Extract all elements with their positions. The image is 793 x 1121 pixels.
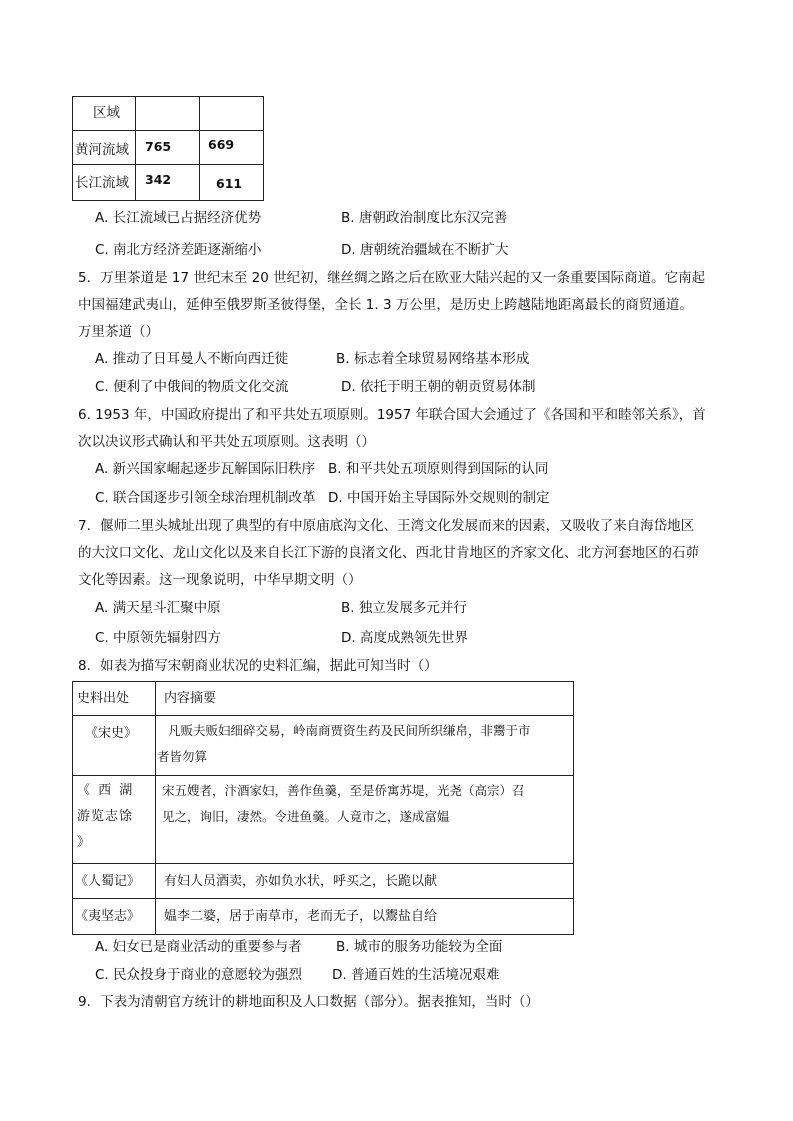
empty-header-cell-2 [200, 97, 264, 131]
content-cell: 有妇人员酒卖，亦如负水状，呼买之，长跪以献 [164, 874, 438, 889]
q7-option-d: D. 高度成熟领先世界 [341, 630, 468, 646]
q5-option-b: B. 标志着全球贸易网络基本形成 [336, 351, 530, 367]
table-header-row [73, 682, 574, 716]
region-name: 长江流域 [75, 175, 129, 191]
q7-stem-line3: 文化等因素。这一现象说明，中华早期文明（） [78, 572, 362, 588]
q7-option-a: A. 满天星斗汇聚中原 [95, 600, 221, 616]
q6-stem-line2: 次以决议形式确认和平共处五项原则。这表明（） [78, 434, 375, 450]
q9-stem: 9．下表为清朝官方统计的耕地面积及人口数据（部分）。据表推知，当时（） [78, 994, 539, 1010]
source-line: 《 西 湖 [77, 783, 135, 798]
q6-option-c: C. 联合国逐步引领全球治理机制改革 [95, 490, 316, 506]
q8-option-d: D. 普通百姓的生活境况艰难 [332, 967, 500, 983]
column-header-content: 内容摘要 [164, 691, 217, 706]
table-row [73, 899, 574, 935]
q5-option-d: D. 依托于明王朝的朝贡贸易体制 [341, 379, 536, 395]
song-commerce-table [72, 681, 574, 935]
q6-stem-line1: 6. 1953 年，中国政府提出了和平共处五项原则。1957 年联合国大会通过了《各国和平和睦邻关系》，首 [78, 407, 706, 423]
q4-option-a: A. 长江流域已占据经济优势 [95, 210, 262, 226]
content-line: 宋五嫂者，汴酒家妇，善作鱼羹，至是侨寓苏堤，光尧（高宗）召 [162, 783, 525, 798]
table-cell: 765 [145, 139, 172, 154]
source-cell: 《夷坚志》 [75, 909, 141, 924]
q8-stem: 8．如表为描写宋朝商业状况的史料汇编，据此可知当时（） [78, 658, 438, 674]
q8-option-b: B. 城市的服务功能较为全面 [336, 939, 503, 955]
q6-option-b: B. 和平共处五项原则得到国际的认同 [328, 461, 549, 477]
q7-option-c: C. 中原领先辐射四方 [95, 630, 222, 646]
q7-stem-line2: 的大汶口文化、龙山文化以及来自长江下游的良渚文化、西北甘肯地区的齐家文化、北方河套地区的石茆 [78, 545, 699, 561]
q5-stem-line2: 中国福建武夷山，延伸至俄罗斯圣彼得堡，全长 1. 3 万公里，是历史上跨越陆地距离最长的商贸通道。 [78, 297, 693, 313]
column-header-source: 史料出处 [77, 691, 130, 706]
source-line: 》 [77, 835, 91, 850]
region-table [72, 96, 264, 201]
q4-option-d: D. 唐朝统治疆域在不断扩大 [341, 242, 509, 258]
content-line: 凡贩夫贩妇细碎交易，岭南商贾资生药及民间所织缣帛，非鬻于市 [168, 723, 531, 738]
q5-stem-line1: 5．万里茶道是 17 世纪末至 20 世纪初，继丝绸之路之后在欧亚大陆兴起的又一条重要国际商道。它南起 [78, 270, 706, 286]
table-row [73, 864, 574, 899]
table-cell: 611 [216, 176, 243, 191]
source-cell: 《人蜀记》 [75, 874, 141, 889]
q5-stem-line3: 万里茶道（） [78, 324, 159, 340]
content-line: 见之，询旧，凄然。令进鱼羹。人竟市之，遂成富媪 [162, 809, 450, 824]
q6-option-a: A. 新兴国家崛起逐步瓦解国际旧秩序 [95, 461, 316, 477]
source-line: 游览志馀 [77, 809, 134, 824]
region-header: 区域 [93, 105, 120, 121]
table-row [73, 131, 264, 165]
q4-option-b: B. 唐朝政治制度比东汉完善 [341, 210, 508, 226]
q8-option-a: A. 妇女已是商业活动的重要参与者 [95, 939, 302, 955]
q8-option-c: C. 民众投身于商业的意愿较为强烈 [95, 967, 303, 983]
region-header-cell [73, 97, 136, 131]
table-row [73, 776, 574, 864]
content-line: 者皆勿算 [157, 749, 208, 764]
q6-option-d: D. 中国开始主导国际外交规则的制定 [328, 490, 550, 506]
table-row [73, 716, 574, 776]
q5-option-c: C. 便利了中俄间的物质文化交流 [95, 379, 289, 395]
q5-option-a: A. 推动了日耳曼人不断向西迁徙 [95, 351, 289, 367]
empty-header-cell-1 [136, 97, 200, 131]
table-row [73, 165, 264, 201]
content-cell: 媪李二婆，居于南草市，老而无子，以鬻盐自给 [164, 909, 438, 924]
region-name: 黄河流域 [75, 142, 129, 158]
q7-option-b: B. 独立发展多元并行 [341, 600, 467, 616]
q4-option-c: C. 南北方经济差距逐渐缩小 [95, 242, 262, 258]
q7-stem-line1: 7．偃师二里头城址出现了典型的有中原庙底沟文化、王湾文化发展而来的因素，又吸收了来自海岱地区 [78, 518, 695, 534]
source-cell: 《宋史》 [85, 726, 138, 741]
table-cell: 342 [145, 172, 172, 187]
table-cell: 669 [208, 137, 235, 152]
